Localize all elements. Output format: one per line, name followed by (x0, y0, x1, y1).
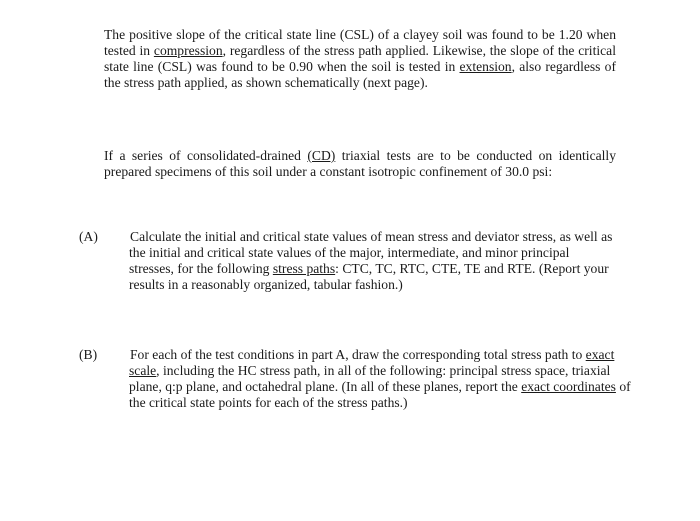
part-a-question (79, 229, 615, 293)
p1-underline-compression: compression (153, 43, 223, 58)
part-b-text-3: of the critical state points for each of the stress paths.) (129, 379, 631, 410)
part-a-text-2: : CTC, TC, RTC, CTE, TE and RTE. (Report your results in a reasonably organized, tabular fashion.) (129, 261, 609, 292)
part-b-text-1: For each of the test conditions in part A, draw the corresponding total stress path to (130, 347, 586, 362)
part-a-text-1: Calculate the initial and critical state values of mean stress and deviator stress, as well as the initial and critical state values of the major, intermediate, and minor principal stresses, for the following (129, 229, 613, 276)
p1-text-1: The positive slope of the critical state line (CSL) of a clayey soil was found to be 1.20 when tested in (104, 27, 616, 58)
part-a-label: (A) (79, 229, 98, 244)
part-b-text-2: , including the HC stress path, in all of the following: principal stress space, triaxial plane, q:p plane, and octahedral plane. (In all of these planes, report the (129, 363, 611, 394)
p1-text-3: , also regardless of the stress path applied, as shown schematically (next page). (104, 59, 617, 90)
p2-text-1: If a series of consolidated-drained (104, 148, 308, 163)
p1-underline-extension: extension (459, 59, 512, 74)
part-b-underline-exact-coordinates: exact coordinates (521, 379, 616, 394)
part-a-underline-stress-paths: stress paths (272, 261, 336, 276)
p2-underline-cd: (CD) (307, 148, 336, 163)
part-b-underline-exact-scale: exact scale (129, 347, 615, 378)
p1-text-2: , regardless of the stress path applied. Likewise, the slope of the critical state line (CSL) was found to be 0.90 when the soil is tested in (104, 43, 616, 74)
paragraph-csl-slopes (104, 27, 616, 91)
paragraph-cd-tests (104, 148, 616, 180)
part-b-question (79, 347, 641, 411)
p2-text-2: triaxial tests are to be conducted on identically prepared specimens of this soil under a constant isotropic confinement of 30.0 psi: (104, 148, 616, 179)
part-b-label: (B) (79, 347, 98, 362)
